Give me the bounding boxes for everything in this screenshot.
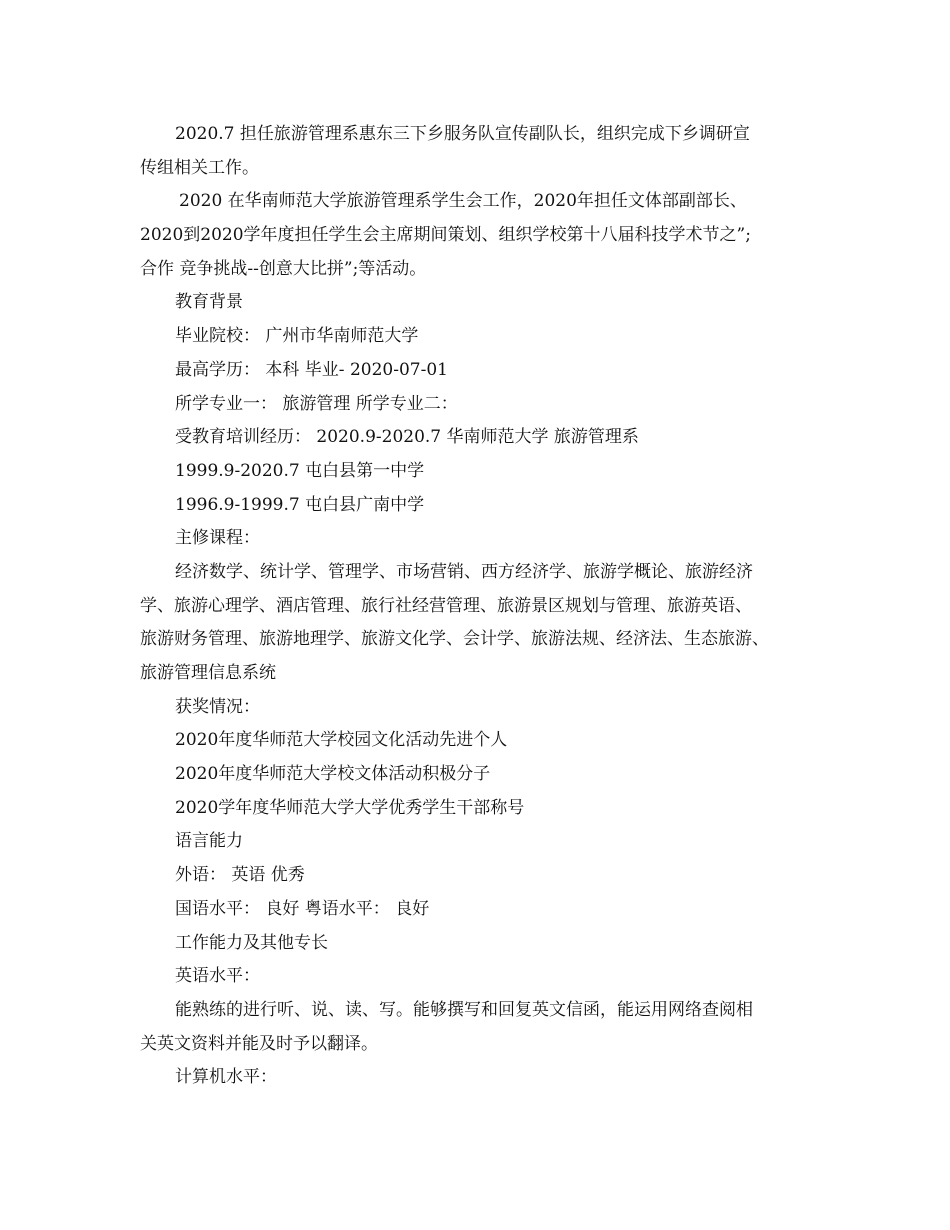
award-item-2: 2020年度华师范大学校文体活动积极分子 [175, 764, 491, 785]
courses-line-2: 学、旅游心理学、酒店管理、旅行社经营管理、旅游景区规划与管理、旅游英语、 [140, 595, 752, 616]
award-item-1: 2020年度华师范大学校园文化活动先进个人 [175, 730, 508, 751]
graduated-school: 毕业院校： 广州市华南师范大学 [175, 326, 419, 347]
section-heading-education: 教育背景 [175, 292, 243, 313]
resume-content [140, 118, 830, 1095]
education-history-3: 1996.9-1999.7 屯白县广南中学 [175, 494, 425, 515]
courses-line-1: 经济数学、统计学、管理学、市场营销、西方经济学、旅游学概论、旅游经济 [175, 561, 753, 582]
student-union-line-1: 2020 在华南师范大学旅游管理系学生会工作，2020年担任文体部副部长、 [179, 191, 747, 212]
activity-line-1: 2020.7 担任旅游管理系惠东三下乡服务队宣传副队长，组织完成下乡调研宣 [175, 124, 750, 144]
foreign-language: 外语： 英语 优秀 [175, 865, 305, 886]
student-union-line-2: 2020到2020学年度担任学生会主席期间策划、组织学校第十八届科技学术节之”; [140, 225, 751, 246]
highest-degree: 最高学历： 本科 毕业- 2020-07-01 [175, 359, 448, 380]
education-history-1: 受教育培训经历： 2020.9-2020.7 华南师范大学 旅游管理系 [175, 427, 639, 448]
english-level-line-2: 关英文资料并能及时予以翻译。 [140, 1033, 378, 1054]
english-level-line-1: 能熟练的进行听、说、读、写。能够撰写和回复英文信函，能运用网络查阅相 [175, 999, 753, 1020]
majors: 所学专业一： 旅游管理 所学专业二： [175, 393, 458, 414]
computer-level-label: 计算机水平： [175, 1067, 277, 1088]
award-item-3: 2020学年度华师范大学大学优秀学生干部称号 [175, 797, 525, 818]
courses-line-3: 旅游财务管理、旅游地理学、旅游文化学、会计学、旅游法规、经济法、生态旅游、 [140, 629, 769, 650]
student-union-line-3: 合作 竞争挑战--创意大比拼”;等活动。 [140, 258, 427, 279]
mandarin-cantonese-level: 国语水平： 良好 粤语水平： 良好 [175, 898, 430, 919]
section-heading-awards: 获奖情况： [175, 696, 260, 717]
section-heading-language: 语言能力 [175, 831, 243, 852]
activity-line-2: 传组相关工作。 [140, 157, 259, 178]
section-heading-courses: 主修课程： [175, 528, 260, 549]
education-history-2: 1999.9-2020.7 屯白县第一中学 [175, 460, 425, 481]
english-level-label: 英语水平： [175, 966, 260, 987]
courses-line-4: 旅游管理信息系统 [140, 663, 276, 683]
section-heading-skills: 工作能力及其他专长 [175, 932, 328, 953]
